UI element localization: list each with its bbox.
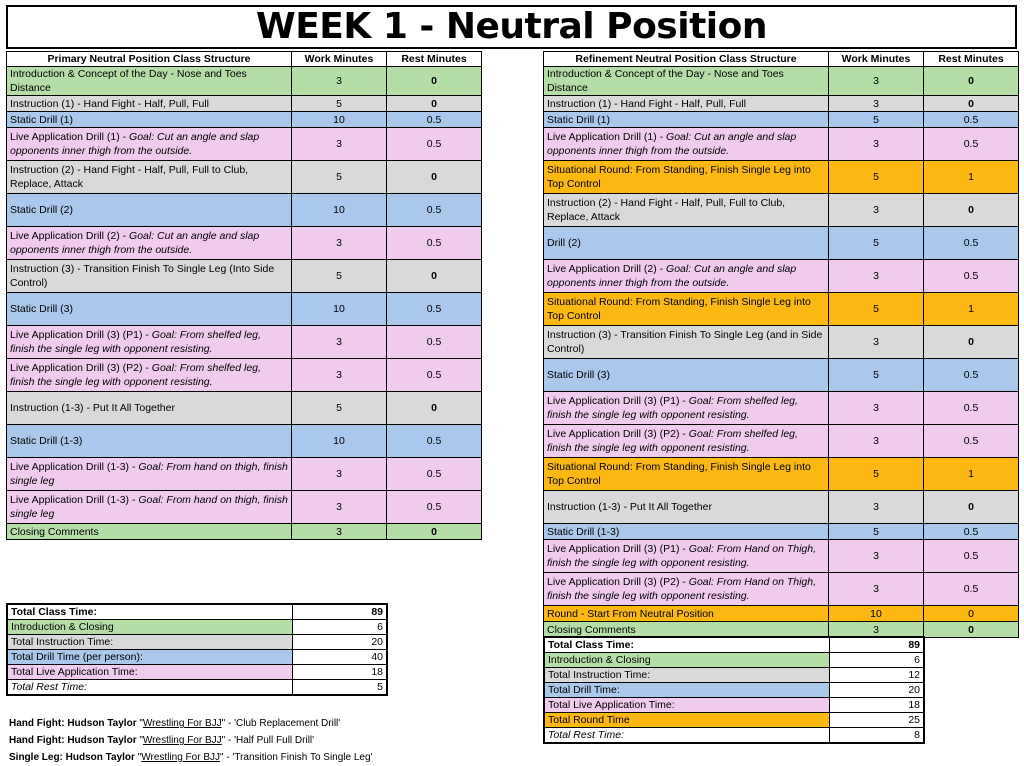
activity-label: Introduction & Concept of the Day - Nose and Toes Distance <box>10 68 247 94</box>
work-minutes-cell: 3 <box>292 227 387 260</box>
work-minutes-cell: 10 <box>292 293 387 326</box>
reference-tail: - 'Transition Finish To Single Leg' <box>223 752 373 763</box>
rest-minutes-cell: 0.5 <box>924 128 1019 161</box>
summary-label: Total Round Time <box>544 713 829 728</box>
table-row <box>7 67 482 96</box>
work-minutes-cell: 3 <box>292 491 387 524</box>
activity-cell <box>7 524 292 540</box>
summary-value: 5 <box>292 680 387 696</box>
refinement-class-structure-table <box>543 51 1019 638</box>
work-minutes-cell: 5 <box>292 96 387 112</box>
work-minutes-cell: 5 <box>829 112 924 128</box>
rest-minutes-cell: 0 <box>387 161 482 194</box>
activity-goal: Goal: From hand on thigh, finish single leg <box>10 461 288 487</box>
activity-goal: Goal: From hand on thigh, finish single leg <box>10 494 288 520</box>
rest-minutes-cell: 0.5 <box>924 573 1019 606</box>
rest-minutes-cell: 0 <box>924 326 1019 359</box>
summary-value: 6 <box>829 653 924 668</box>
rest-minutes-cell: 0.5 <box>924 540 1019 573</box>
table-row <box>544 260 1019 293</box>
reference-tail: - 'Half Pull Full Drill' <box>225 735 315 746</box>
table-row <box>544 458 1019 491</box>
reference-lead: Hand Fight: Hudson Taylor <box>9 735 137 746</box>
work-minutes-cell: 3 <box>829 540 924 573</box>
table-row <box>544 425 1019 458</box>
activity-cell <box>7 112 292 128</box>
summary-value: 25 <box>829 713 924 728</box>
work-minutes-cell: 3 <box>829 392 924 425</box>
summary-label: Total Rest Time: <box>544 728 829 744</box>
activity-label: Live Application Drill (1) - <box>10 131 130 143</box>
activity-label: Instruction (2) - Hand Fight - Half, Pull, Full to Club, Replace, Attack <box>547 197 786 223</box>
summary-value: 12 <box>829 668 924 683</box>
rest-minutes-cell: 0 <box>924 491 1019 524</box>
work-minutes-cell: 3 <box>829 491 924 524</box>
activity-label: Instruction (1) - Hand Fight - Half, Pull, Full <box>547 97 746 110</box>
table-row <box>544 326 1019 359</box>
table-row <box>544 540 1019 573</box>
activity-label: Live Application Drill (3) (P1) - <box>547 543 689 555</box>
activity-goal: Goal: Cut an angle and slap opponents inner thigh from the outside. <box>10 230 260 256</box>
activity-cell <box>544 425 829 458</box>
activity-label: Instruction (2) - Hand Fight - Half, Pull, Full to Club, Replace, Attack <box>10 164 249 190</box>
summary-row <box>544 668 924 683</box>
work-minutes-cell: 3 <box>829 67 924 96</box>
rest-minutes-cell: 0.5 <box>387 359 482 392</box>
activity-cell <box>544 326 829 359</box>
work-minutes-cell: 5 <box>292 260 387 293</box>
rest-minutes-cell: 0.5 <box>387 293 482 326</box>
reference-tail: - 'Club Replacement Drill' <box>225 718 341 729</box>
primary-summary-table <box>6 603 388 696</box>
table-row <box>7 326 482 359</box>
summary-value: 89 <box>829 637 924 653</box>
activity-label: Situational Round: From Standing, Finish Single Leg into Top Control <box>547 296 811 322</box>
summary-row <box>544 728 924 744</box>
rest-minutes-cell: 0.5 <box>924 524 1019 540</box>
activity-label: Instruction (3) - Transition Finish To Single Leg (Into Side Control) <box>10 263 275 289</box>
work-minutes-cell: 5 <box>829 458 924 491</box>
summary-label: Introduction & Closing <box>544 653 829 668</box>
rest-minutes-cell: 0 <box>924 606 1019 622</box>
summary-row <box>7 650 387 665</box>
activity-cell <box>7 227 292 260</box>
table-row <box>7 359 482 392</box>
activity-cell <box>7 194 292 227</box>
table-row <box>544 227 1019 260</box>
rest-minutes-cell: 0 <box>924 67 1019 96</box>
rest-minutes-cell: 0.5 <box>387 128 482 161</box>
activity-label: Round - Start From Neutral Position <box>547 607 714 620</box>
work-minutes-cell: 5 <box>829 359 924 392</box>
rest-minutes-cell: 0.5 <box>924 227 1019 260</box>
activity-label: Instruction (1-3) - Put It All Together <box>547 501 712 513</box>
rest-minutes-cell: 0.5 <box>924 112 1019 128</box>
activity-cell <box>544 293 829 326</box>
summary-value: 18 <box>829 698 924 713</box>
activity-goal: Goal: From shelfed leg, finish the single leg with opponent resisting. <box>10 329 261 355</box>
summary-row <box>7 604 387 620</box>
work-minutes-cell: 10 <box>292 112 387 128</box>
activity-goal: Goal: From shelfed leg, finish the single leg with opponent resisting. <box>10 362 261 388</box>
work-minutes-cell: 5 <box>829 227 924 260</box>
activity-label: Closing Comments <box>10 525 99 538</box>
work-minutes-cell: 3 <box>292 458 387 491</box>
activity-cell <box>7 67 292 96</box>
activity-cell <box>7 260 292 293</box>
rest-minutes-cell: 0.5 <box>387 491 482 524</box>
activity-label: Live Application Drill (1-3) - <box>10 494 139 506</box>
rest-minutes-cell: 1 <box>924 161 1019 194</box>
activity-cell <box>544 194 829 227</box>
activity-cell <box>544 359 829 392</box>
summary-row <box>544 698 924 713</box>
table-row <box>7 128 482 161</box>
work-minutes-cell: 3 <box>829 260 924 293</box>
table-row <box>544 161 1019 194</box>
summary-label: Total Drill Time: <box>544 683 829 698</box>
table-row <box>544 128 1019 161</box>
table-row <box>7 491 482 524</box>
column-header-structure: Refinement Neutral Position Class Structure <box>544 52 829 67</box>
work-minutes-cell: 3 <box>829 96 924 112</box>
table-row <box>544 194 1019 227</box>
summary-row <box>7 665 387 680</box>
summary-label: Total Rest Time: <box>7 680 292 696</box>
work-minutes-cell: 5 <box>829 524 924 540</box>
activity-cell <box>544 128 829 161</box>
summary-label: Total Live Application Time: <box>544 698 829 713</box>
activity-label: Introduction & Concept of the Day - Nose and Toes Distance <box>547 68 784 94</box>
reference-line: Hand Fight: Hudson Taylor "Wrestling For BJJ" - 'Club Replacement Drill' <box>9 718 341 729</box>
summary-row <box>7 635 387 650</box>
summary-row <box>544 713 924 728</box>
table-row <box>7 425 482 458</box>
reference-line: Single Leg: Hudson Taylor "Wrestling For BJJ" - 'Transition Finish To Single Leg' <box>9 752 373 763</box>
primary-class-structure-table <box>6 51 482 540</box>
rest-minutes-cell: 0.5 <box>924 392 1019 425</box>
table-row <box>7 112 482 128</box>
column-header-rest-minutes: Rest Minutes <box>924 52 1019 67</box>
rest-minutes-cell: 0 <box>387 67 482 96</box>
activity-cell <box>544 161 829 194</box>
column-header-structure: Primary Neutral Position Class Structure <box>7 52 292 67</box>
activity-label: Static Drill (1-3) <box>10 435 83 447</box>
work-minutes-cell: 3 <box>829 194 924 227</box>
page-title: WEEK 1 - Neutral Position <box>6 5 1017 49</box>
table-row <box>544 606 1019 622</box>
summary-label: Total Class Time: <box>7 604 292 620</box>
rest-minutes-cell: 0 <box>387 524 482 540</box>
table-row <box>544 293 1019 326</box>
reference-lead: Hand Fight: Hudson Taylor <box>9 718 137 729</box>
rest-minutes-cell: 0.5 <box>387 112 482 128</box>
activity-goal: Goal: From shelfed leg, finish the single leg with opponent resisting. <box>547 428 798 454</box>
activity-label: Instruction (3) - Transition Finish To Single Leg (and in Side Control) <box>547 329 823 355</box>
activity-label: Live Application Drill (3) (P2) - <box>10 362 152 374</box>
rest-minutes-cell: 0.5 <box>387 194 482 227</box>
table-row <box>7 260 482 293</box>
activity-label: Live Application Drill (3) (P2) - <box>547 576 689 588</box>
summary-row <box>7 680 387 696</box>
work-minutes-cell: 3 <box>292 524 387 540</box>
activity-label: Closing Comments <box>547 623 636 636</box>
rest-minutes-cell: 0.5 <box>924 359 1019 392</box>
activity-goal: Goal: From Hand on Thigh, finish the single leg with opponent resisting. <box>547 576 817 602</box>
work-minutes-cell: 10 <box>292 425 387 458</box>
summary-value: 8 <box>829 728 924 744</box>
rest-minutes-cell: 0 <box>387 392 482 425</box>
activity-label: Live Application Drill (2) - <box>547 263 667 275</box>
summary-label: Total Class Time: <box>544 637 829 653</box>
work-minutes-cell: 3 <box>292 67 387 96</box>
column-header-work-minutes: Work Minutes <box>292 52 387 67</box>
activity-label: Live Application Drill (1-3) - <box>10 461 139 473</box>
summary-label: Total Live Application Time: <box>7 665 292 680</box>
rest-minutes-cell: 0.5 <box>387 326 482 359</box>
table-row <box>7 96 482 112</box>
reference-link[interactable]: Wrestling For BJJ <box>142 718 222 729</box>
summary-value: 6 <box>292 620 387 635</box>
rest-minutes-cell: 0.5 <box>387 425 482 458</box>
activity-goal: Goal: Cut an angle and slap opponents inner thigh from the outside. <box>10 131 260 157</box>
activity-label: Live Application Drill (3) (P2) - <box>547 428 689 440</box>
work-minutes-cell: 3 <box>829 128 924 161</box>
summary-value: 40 <box>292 650 387 665</box>
activity-cell <box>544 606 829 622</box>
rest-minutes-cell: 1 <box>924 458 1019 491</box>
table-row <box>7 194 482 227</box>
work-minutes-cell: 3 <box>829 622 924 638</box>
activity-label: Static Drill (1-3) <box>547 525 620 538</box>
activity-cell <box>7 359 292 392</box>
refinement-summary-table <box>543 636 925 744</box>
table-row <box>7 293 482 326</box>
summary-value: 18 <box>292 665 387 680</box>
activity-cell <box>7 458 292 491</box>
work-minutes-cell: 5 <box>292 392 387 425</box>
activity-label: Instruction (1-3) - Put It All Together <box>10 402 175 414</box>
activity-cell <box>544 392 829 425</box>
work-minutes-cell: 3 <box>292 359 387 392</box>
summary-row <box>544 683 924 698</box>
activity-cell <box>544 227 829 260</box>
rest-minutes-cell: 0 <box>924 622 1019 638</box>
activity-cell <box>544 491 829 524</box>
activity-cell <box>7 293 292 326</box>
reference-lead: Single Leg: Hudson Taylor <box>9 752 135 763</box>
table-row <box>7 161 482 194</box>
activity-label: Situational Round: From Standing, Finish Single Leg into Top Control <box>547 164 811 190</box>
activity-cell <box>7 161 292 194</box>
work-minutes-cell: 3 <box>829 326 924 359</box>
activity-cell <box>544 540 829 573</box>
reference-link[interactable]: Wrestling For BJJ <box>141 752 220 763</box>
activity-label: Instruction (1) - Hand Fight - Half, Pull, Full <box>10 97 209 110</box>
activity-cell <box>544 67 829 96</box>
activity-cell <box>544 96 829 112</box>
activity-label: Static Drill (1) <box>547 113 611 126</box>
work-minutes-cell: 5 <box>829 161 924 194</box>
activity-label: Static Drill (3) <box>10 303 74 315</box>
summary-row <box>7 620 387 635</box>
activity-goal: Goal: From shelfed leg, finish the single leg with opponent resisting. <box>547 395 798 421</box>
table-row <box>7 458 482 491</box>
work-minutes-cell: 3 <box>829 425 924 458</box>
table-row <box>7 392 482 425</box>
work-minutes-cell: 3 <box>292 326 387 359</box>
summary-label: Total Instruction Time: <box>544 668 829 683</box>
activity-cell <box>544 458 829 491</box>
summary-row <box>544 637 924 653</box>
work-minutes-cell: 3 <box>292 128 387 161</box>
summary-value: 20 <box>829 683 924 698</box>
rest-minutes-cell: 0 <box>387 96 482 112</box>
table-row <box>544 96 1019 112</box>
work-minutes-cell: 10 <box>292 194 387 227</box>
table-row <box>7 524 482 540</box>
reference-link[interactable]: Wrestling For BJJ <box>142 735 222 746</box>
activity-goal: Goal: Cut an angle and slap opponents inner thigh from the outside. <box>547 131 797 157</box>
rest-minutes-cell: 0.5 <box>387 458 482 491</box>
table-row <box>544 359 1019 392</box>
activity-goal: Goal: Cut an angle and slap opponents inner thigh from the outside. <box>547 263 797 289</box>
rest-minutes-cell: 0 <box>387 260 482 293</box>
activity-cell <box>7 491 292 524</box>
activity-goal: Goal: From Hand on Thigh, finish the single leg with opponent resisting. <box>547 543 817 569</box>
rest-minutes-cell: 1 <box>924 293 1019 326</box>
summary-value: 89 <box>292 604 387 620</box>
summary-row <box>544 653 924 668</box>
table-row <box>7 227 482 260</box>
activity-cell <box>7 128 292 161</box>
activity-cell <box>544 260 829 293</box>
table-row <box>544 524 1019 540</box>
activity-label: Situational Round: From Standing, Finish Single Leg into Top Control <box>547 461 811 487</box>
column-header-rest-minutes: Rest Minutes <box>387 52 482 67</box>
activity-cell <box>7 96 292 112</box>
table-row <box>544 112 1019 128</box>
work-minutes-cell: 5 <box>292 161 387 194</box>
reference-line: Hand Fight: Hudson Taylor "Wrestling For BJJ" - 'Half Pull Full Drill' <box>9 735 315 746</box>
activity-label: Static Drill (3) <box>547 369 611 381</box>
activity-label: Live Application Drill (1) - <box>547 131 667 143</box>
rest-minutes-cell: 0.5 <box>924 425 1019 458</box>
table-row <box>544 392 1019 425</box>
work-minutes-cell: 10 <box>829 606 924 622</box>
activity-cell <box>544 573 829 606</box>
rest-minutes-cell: 0 <box>924 96 1019 112</box>
references <box>9 715 372 766</box>
rest-minutes-cell: 0.5 <box>387 227 482 260</box>
summary-label: Introduction & Closing <box>7 620 292 635</box>
activity-cell <box>7 425 292 458</box>
summary-label: Total Drill Time (per person): <box>7 650 292 665</box>
activity-cell <box>544 524 829 540</box>
activity-label: Live Application Drill (3) (P1) - <box>10 329 152 341</box>
work-minutes-cell: 5 <box>829 293 924 326</box>
activity-label: Drill (2) <box>547 237 581 249</box>
activity-label: Live Application Drill (2) - <box>10 230 130 242</box>
activity-cell <box>7 392 292 425</box>
rest-minutes-cell: 0 <box>924 194 1019 227</box>
activity-label: Live Application Drill (3) (P1) - <box>547 395 689 407</box>
summary-label: Total Instruction Time: <box>7 635 292 650</box>
work-minutes-cell: 3 <box>829 573 924 606</box>
table-row <box>544 67 1019 96</box>
column-header-work-minutes: Work Minutes <box>829 52 924 67</box>
activity-cell <box>544 112 829 128</box>
table-row <box>544 491 1019 524</box>
rest-minutes-cell: 0.5 <box>924 260 1019 293</box>
activity-label: Static Drill (2) <box>10 204 74 216</box>
activity-cell <box>7 326 292 359</box>
table-row <box>544 573 1019 606</box>
summary-value: 20 <box>292 635 387 650</box>
activity-label: Static Drill (1) <box>10 113 74 126</box>
